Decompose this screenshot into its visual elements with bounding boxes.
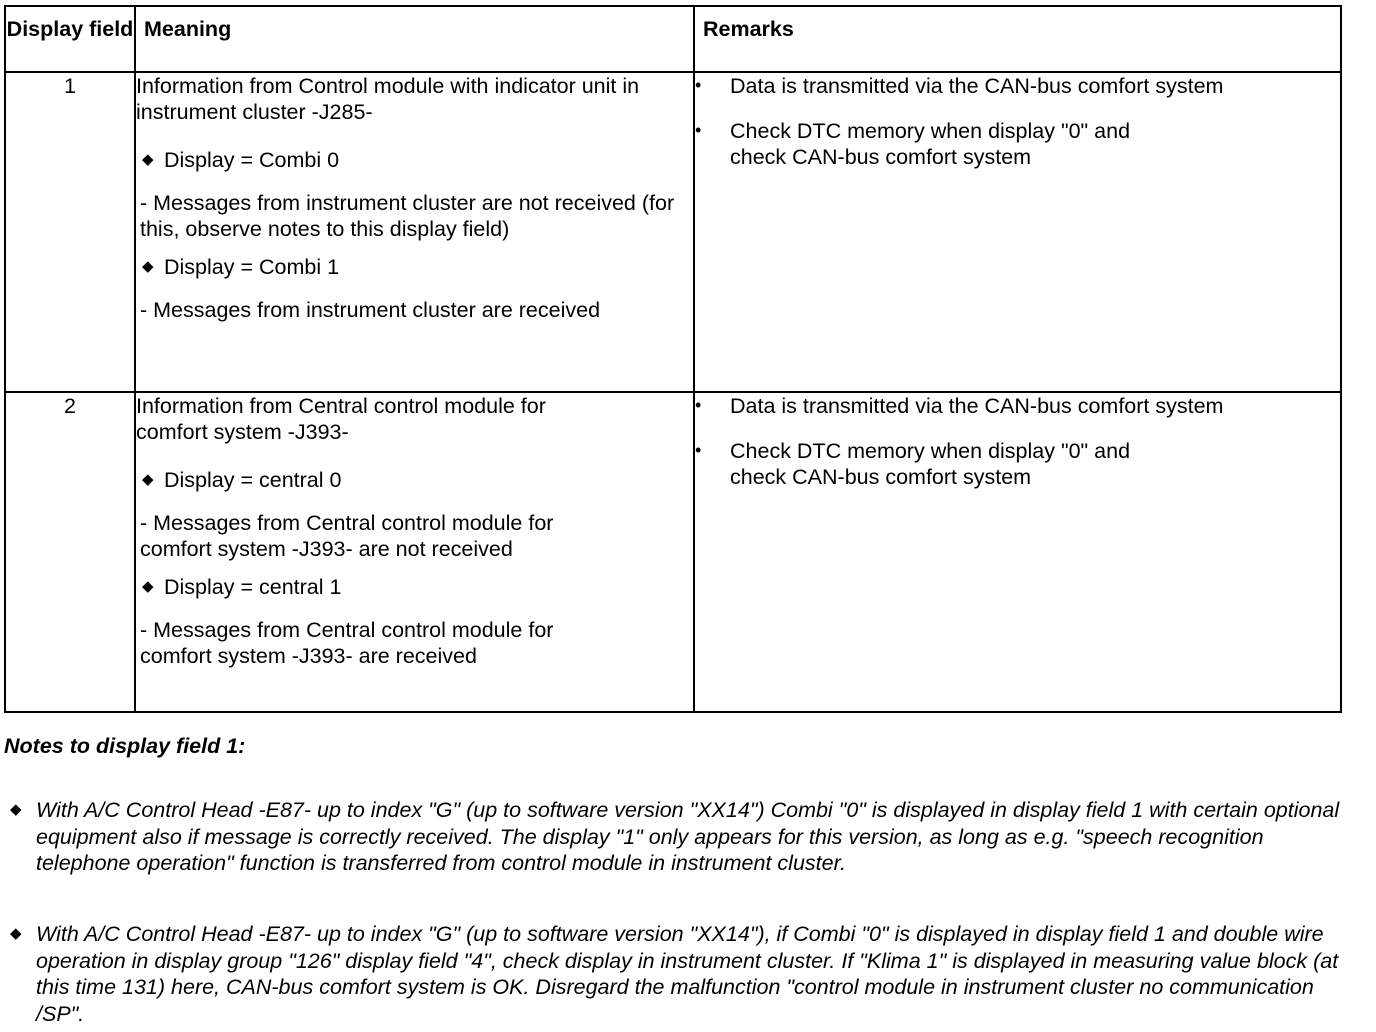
display-field-number: 2 — [5, 392, 135, 712]
remark-item — [695, 438, 1340, 490]
header-remarks: Remarks — [694, 6, 1341, 72]
display-value-item — [140, 254, 693, 280]
display-value-label: Display = central 0 — [164, 468, 342, 492]
display-field-number: 1 — [5, 72, 135, 392]
note-text: With A/C Control Head -E87- up to index "G" (up to software version "XX14"), if Combi "0" is displayed in display field 1 and double wire operation in display group "126" display field "4", check display in instrument cluster. If "Klima 1" is displayed in measuring value block (at this time 131) here, CAN-bus comfort system is OK. Disregard the malfunction "control module in instrument cluster no communication /SP". — [36, 922, 1339, 1026]
table-row — [5, 392, 1341, 712]
table-header-row — [5, 6, 1341, 72]
meaning-intro: Information from Control module with indicator unit in instrument cluster -J285- — [136, 74, 640, 124]
remark-text: Data is transmitted via the CAN-bus comfort system — [730, 74, 1224, 98]
note-text: With A/C Control Head -E87- up to index "G" (up to software version "XX14") Combi "0" is displayed in display field 1 with certain optional equipment also if message is correctly received. The display "1" only appears for this version, as long as e.g. "speech recognition telephone operation" function is transferred from control module in instrument cluster. — [36, 798, 1340, 875]
display-field-table — [4, 5, 1342, 713]
remark-text: Check DTC memory when display "0" and check CAN-bus comfort system — [730, 119, 1131, 169]
display-value-label: Display = Combi 0 — [164, 148, 340, 172]
diamond-bullet-icon: ◆ — [10, 925, 22, 942]
remark-text: Check DTC memory when display "0" and check CAN-bus comfort system — [730, 439, 1131, 489]
display-value-label: Display = Combi 1 — [164, 255, 340, 279]
remark-item — [695, 393, 1340, 419]
diamond-bullet-icon: ◆ — [142, 258, 154, 275]
display-value-message: - Messages from instrument cluster are not received (for this, observe notes to this display field) — [140, 191, 675, 241]
table-row — [5, 72, 1341, 392]
remark-item — [695, 73, 1340, 99]
remarks-cell — [694, 72, 1341, 392]
display-value-message: - Messages from Central control module for comfort system -J393- are not received — [140, 511, 554, 561]
header-meaning: Meaning — [135, 6, 694, 72]
display-value-item — [140, 147, 693, 173]
display-value-item — [140, 574, 693, 600]
diamond-bullet-icon: ◆ — [142, 471, 154, 488]
bullet-icon: • — [695, 440, 702, 460]
bullet-icon: • — [695, 75, 702, 95]
remarks-cell — [694, 392, 1341, 712]
meaning-cell — [135, 72, 694, 392]
notes-title: Notes to display field 1: — [4, 734, 246, 758]
remark-text: Data is transmitted via the CAN-bus comfort system — [730, 394, 1224, 418]
display-value-item — [140, 467, 693, 493]
diamond-bullet-icon: ◆ — [10, 801, 22, 818]
display-value-label: Display = central 1 — [164, 575, 342, 599]
header-display-field: Display field — [5, 6, 135, 72]
remark-item — [695, 118, 1340, 170]
display-value-message: - Messages from instrument cluster are received — [140, 298, 601, 322]
meaning-cell — [135, 392, 694, 712]
diamond-bullet-icon: ◆ — [142, 578, 154, 595]
note-item — [10, 797, 1340, 877]
meaning-intro: Information from Central control module for comfort system -J393- — [136, 394, 546, 444]
display-value-message: - Messages from Central control module for comfort system -J393- are received — [140, 618, 554, 668]
note-item — [10, 921, 1340, 1027]
diamond-bullet-icon: ◆ — [142, 151, 154, 168]
bullet-icon: • — [695, 395, 702, 415]
bullet-icon: • — [695, 120, 702, 140]
